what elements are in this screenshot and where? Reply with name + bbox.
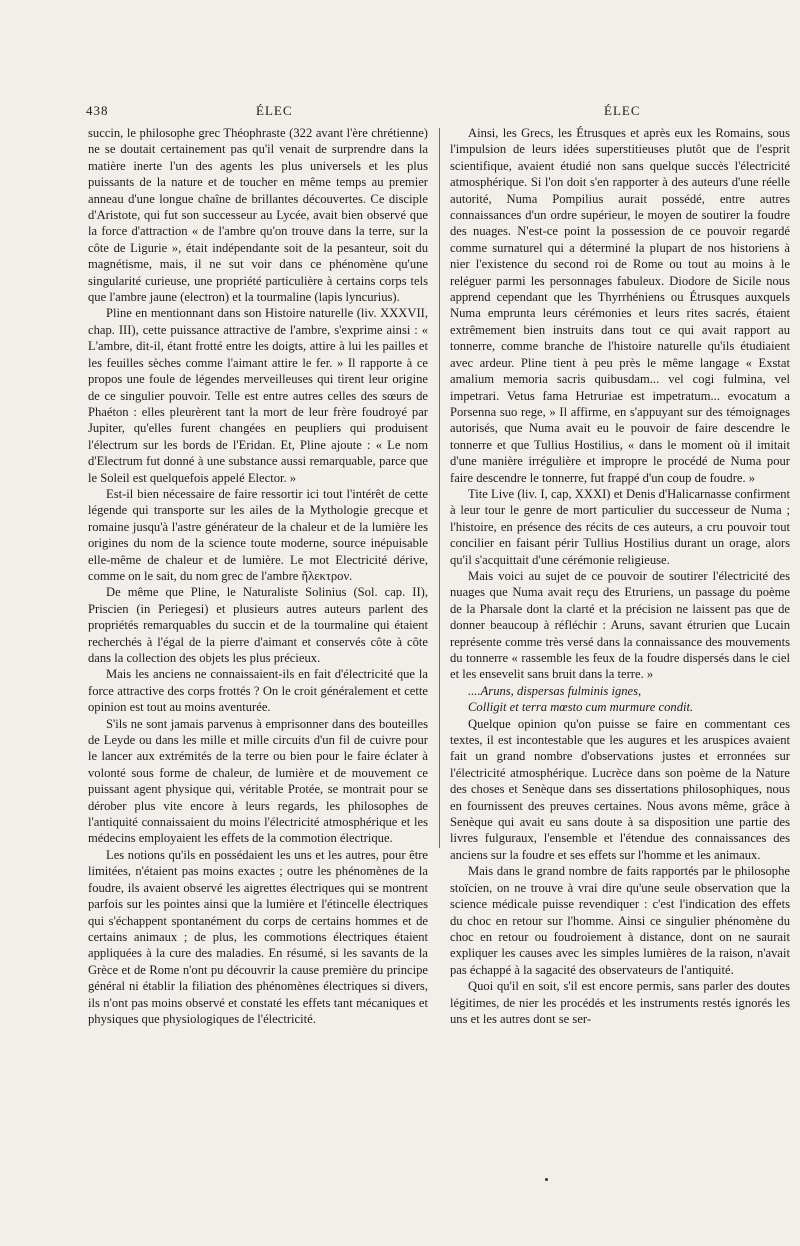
paragraph: Mais voici au sujet de ce pouvoir de soutirer l'électricité des nuages que Numa avait reçu des Etruriens, un passage du poème de la Pharsale dont la clarté et la précision ne laissent pas que de donner beaucoup à réfléchir : Aruns, savant étrurien que Lucain représente comme très versé dans la connaissance des mouvements du tonnerre « rassemble les feux de la foudre dispersés dans le ciel et les ensevelit sans bruit dans la terre. » bbox=[450, 568, 790, 682]
running-head-left: ÉLEC bbox=[256, 103, 293, 118]
paragraph: Ainsi, les Grecs, les Étrusques et après eux les Romains, sous l'impulsion de leurs idées superstitieuses plutôt que de l'esprit scientifique, avaient étudié non sans quelque succès l'électricité atmosphérique. Si l'on doit s'en rapporter à des auteurs d'une réelle autorité, Numa Pompilius aurait possédé, entre autres connaissances d'un ordre supérieur, le moyen de soutirer la foudre des nuages. N'est-ce point la possession de ce pouvoir regardé comme surnaturel qui a déterminé la plupart de nos historiens à nier l'existence du second roi de Rome ou tout au moins à le reléguer parmi les personnages fabuleux. Diodore de Sicile nous apprend cependant que les Thyrrhéniens ou Étrusques auxquels Numa emprunta leurs cérémonies et leurs rites sacrés, étaient extrêmement bien instruits dans tout ce qui avait rapport au tonnerre, comme branche de l'histoire naturelle qu'ils étudiaient avec ardeur. Pline tient à peu près le même langage « Exstat amalium memoria sacris quibusdam... vel cogi fulmina, vel impetrari. Vetus fama Hetruriae est impetratum... evocatum a Porsenna suo rege, » Il affirme, en s'appuyant sur des témoignages autorisés, que Numa avait eu le pouvoir de faire descendre le tonnerre et que Tullius Hostilius, « dans le moment où il imitait d'une manière irrégulière et impropre le procédé de Numa pour faire descendre le tonnerre, fut frappé d'un coup de foudre. » bbox=[450, 126, 790, 485]
page-number: 438 bbox=[86, 103, 109, 118]
page-header bbox=[0, 103, 800, 123]
running-head-right: ÉLEC bbox=[604, 103, 641, 118]
column-divider bbox=[439, 128, 440, 848]
paragraph: Est-il bien nécessaire de faire ressortir ici tout l'intérêt de cette légende qui transporte sur les ailes de la Mythologie grecque et romaine jusqu'à l'astre générateur de la chaleur et de la lumière les origines du nom de la science toute moderne, source inépuisable elle-même de chaleur et de lumière. Le mot Electricité dérive, comme on le sait, du nom grec de l'ambre ἤλεκτρον. bbox=[88, 486, 428, 583]
paragraph: Mais les anciens ne connaissaient-ils en fait d'électricité que la force attractive des corps frottés ? On le croit généralement et cette opinion est tout au moins aventurée. bbox=[88, 667, 428, 715]
paragraph: Mais dans le grand nombre de faits rapportés par le philosophe stoïcien, on ne trouve à vrai dire qu'une seule observation que la science médicale puisse revendiquer : c'est l'indication des effets du choc en retour sur l'homme. Ainsi ce singulier phénomène du choc en retour ou foudroiement à distance, dont on ne saurait expliquer les causes avec les simples lumières de la raison, n'avait pas échappé à la sagacité des observateurs de l'antiquité. bbox=[450, 864, 790, 977]
left-column bbox=[88, 125, 428, 1027]
paragraph: succin, le philosophe grec Théophraste (322 avant l'ère chrétienne) ne se doutait certainement pas qu'il venait de surprendre dans la matière inerte l'un des agents les plus universels et les plus puissants de la nature et de toucher en même temps au premier anneau d'une longue chaîne de brillantes découvertes. Ce disciple d'Aristote, qui fut son successeur au Lycée, avait bien observé que la force d'attraction « de l'ambre qu'on trouve dans la terre, sur la côte de Ligurie », était indépendante soit de la pesanteur, soit du magnétisme, mais, il ne sut voir dans ce phénomène qu'une singularité curieuse, une propriété particulière à certains corps tels que l'ambre jaune (electron) et la tourmaline (lapis lyncurius). bbox=[88, 126, 428, 305]
verse-line: Colligit et terra mœsto cum murmure condit. bbox=[468, 700, 694, 715]
right-column bbox=[450, 125, 790, 1027]
paragraph: Tite Live (liv. I, cap, XXXI) et Denis d'Halicarnasse confirment à leur tour le genre de mort particulier du successeur de Numa ; l'histoire, en présence des récits de ces auteurs, a cru pouvoir tout concilier en faisant périr Tullius Hostilius durant un orage, alors qu'il s'acquittait d'une cérémonie religieuse. bbox=[450, 486, 790, 567]
paragraph: S'ils ne sont jamais parvenus à emprisonner dans des bouteilles de Leyde ou dans les mille et mille circuits d'un fil de cuivre pour le lancer aux extrémités de la terre ou bien pour le faire éclater à volonté sous forme de chaleur, de lumière et de mouvement ce puissant agent physique qui, véritable Protée, se montrait pour se dérober plus vite encore à leurs regards, les philosophes de l'antiquité connaissaient du moins l'électricité atmosphérique et les médecins employaient les effets de la commotion électrique. bbox=[88, 716, 428, 846]
paragraph: Quelque opinion qu'on puisse se faire en commentant ces textes, il est incontestable que les augures et les aruspices avaient fait un grand nombre d'observations justes et erronnées sur l'électricité atmosphérique. Lucrèce dans son poème de la Nature des choses et Senèque dans ses dissertations philosophiques, nous en fournissent des preuves certaines. Nous avons même, grâce à Senèque qui avait eu sans doute à sa disposition une partie des livres fulguraux, l'ensemble et l'étendue des connaissances des anciens sur la foudre et ses effets sur l'homme et les animaux. bbox=[450, 716, 790, 862]
paragraph: De même que Pline, le Naturaliste Solinius (Sol. cap. II), Priscien (in Periegesi) et plusieurs autres auteurs parlent des propriétés remarquables du succin et de la tourmaline qui étaient recherchés à l'égal de la pierre d'aimant et conservés côte à côte dans la collection des objets les plus précieux. bbox=[88, 585, 428, 665]
ink-speck bbox=[545, 1178, 548, 1181]
verse-line: ....Aruns, dispersas fulminis ignes, bbox=[468, 683, 642, 698]
paragraph: Les notions qu'ils en possédaient les uns et les autres, pour être limitées, n'étaient pas moins exactes ; outre les phénomènes de la foudre, ils avaient observé les aigrettes électriques qui se montrent parfois sur les pointes ainsi que la lumière et l'étincelle électriques qui s'échappent spontanément du corps de certains hommes et de certains animaux ; de plus, les commotions électriques étaient appliquées à la cure des maladies. En résumé, si les savants de la Grèce et de Rome n'ont pu découvrir la cause première du principe général ni établir la filiation des phénomènes électriques si divers, ils n'ont pas moins observé et constaté les effets tant mécaniques et physiques que physiologiques de l'électricité. bbox=[88, 847, 428, 1026]
paragraph: Pline en mentionnant dans son Histoire naturelle (liv. XXXVII, chap. III), cette puissance attractive de l'ambre, s'exprime ainsi : « L'ambre, dit-il, étant frotté entre les doigts, attire à lui les pailles et les feuilles sèches comme l'aimant attire le fer. » Il rapporte à ce propos une foule de légendes merveilleuses qui tirent leur origine de ce singulier pouvoir. Telle est entre autres celles des sœurs de Phaéton : elles pleurèrent tant la mort de leur frère foudroyé par Jupiter, qu'elles furent changées en peupliers qui produisent l'électrum sur les bords de l'Eridan. Et, Pline ajoute : « Le nom d'Electrum fut donné à une substance aussi remarquable, parce que le Soleil est quelquefois appelé Elector. » bbox=[88, 306, 428, 485]
paragraph: Quoi qu'il en soit, s'il est encore permis, sans parler des doutes légitimes, de nier les procédés et les instruments restés ignorés les uns et les autres dont se ser- bbox=[450, 979, 790, 1026]
